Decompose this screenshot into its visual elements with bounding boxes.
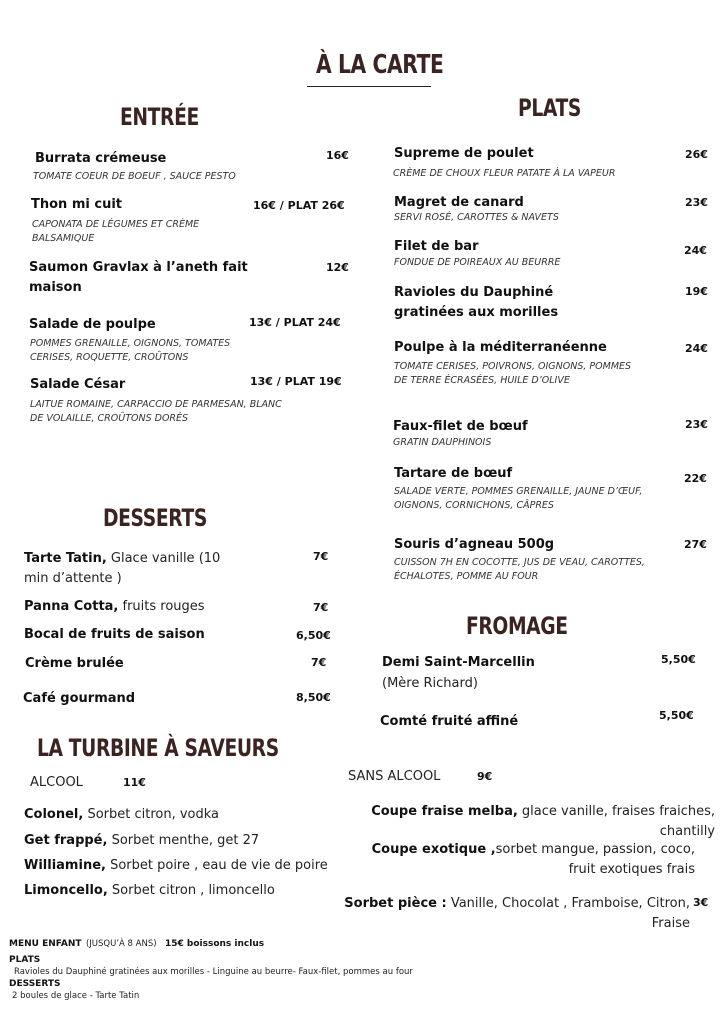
entree-heading: ENTRÉE (120, 103, 199, 131)
alcool-item (24, 858, 328, 873)
alcool-item-extra: Sorbet menthe, get 27 (107, 833, 260, 848)
dessert-item-name: Panna Cotta, (24, 599, 119, 614)
fromage-item-name: Demi Saint-Marcellin (382, 655, 535, 670)
plats-item-desc: TOMATE CERISES, POIVRONS, OIGNONS, POMMES DE TERRE ÉCRASÉES, HUILE D’OLIVE (394, 361, 632, 386)
plats-item-price: 24€ (684, 244, 707, 257)
menu-enfant-desserts-text: 2 boules de glace - Tarte Tatin (12, 991, 140, 1001)
entree-item-desc: POMMES GRENAILLE, OIGNONS, TOMATES CERISES, ROQUETTE, CROÛTONS (30, 338, 231, 363)
entree-item-price: 13€ / PLAT 24€ (249, 316, 341, 329)
plats-item-price: 27€ (684, 538, 707, 551)
entree-item-name: Salade César (30, 377, 126, 392)
plats-heading: PLATS (518, 94, 581, 122)
menu-enfant-price: 15€ boissons inclus (165, 939, 265, 949)
entree-item-price: 13€ / PLAT 19€ (250, 375, 342, 388)
alcool-item-name: Get frappé, (24, 833, 108, 848)
plats-item-price: 22€ (684, 472, 707, 485)
fromage-item-name: Comté fruité affiné (380, 714, 519, 729)
menu-enfant-line (9, 933, 264, 951)
dessert-item-price: 8,50€ (296, 691, 331, 704)
dessert-item-price: 6,50€ (296, 629, 331, 642)
sans-alcool-item-extra: glace vanille, fraises fraiches, chantilly (517, 804, 715, 839)
alcool-item (24, 807, 219, 822)
dessert-item-name: Tarte Tatin, (24, 551, 107, 566)
page-title: À LA CARTE (316, 50, 444, 80)
alcool-item (24, 833, 259, 848)
menu-enfant-plats-text: Ravioles du Dauphiné gratinées aux morilles - Linguine au beurre- Faux-filet, pommes au four (14, 967, 413, 977)
dessert-item-price: 7€ (313, 601, 329, 614)
plats-item-price: 24€ (685, 342, 708, 355)
entree-item-price: 16€ (326, 149, 349, 162)
entree-item-name: Thon mi cuit (31, 197, 122, 212)
sorbet-piece (316, 894, 690, 934)
sans-alcool-label: SANS ALCOOL (348, 769, 441, 784)
alcool-item-name: Williamine, (24, 858, 106, 873)
entree-item-desc: CAPONATA DE LÉGUMES ET CRÈME BALSAMIQUE (32, 219, 200, 244)
sans-alcool-price: 9€ (477, 770, 493, 783)
sorbet-piece-price: 3€ (693, 896, 709, 909)
plats-item-desc: CUISSON 7H EN COCOTTE, JUS DE VEAU, CAROTTES, ÉCHALOTES, POMME AU FOUR (394, 557, 645, 582)
dessert-item-price: 7€ (313, 550, 329, 563)
desserts-heading: DESSERTS (103, 504, 207, 532)
dessert-item-name: Café gourmand (23, 691, 136, 706)
dessert-item-name: Bocal de fruits de saison (24, 627, 205, 642)
plats-item-name: Poulpe à la méditerranéenne (394, 340, 607, 355)
fromage-item-price: 5,50€ (659, 709, 694, 722)
sans-alcool-item-name: Coupe exotique , (371, 842, 496, 857)
sorbet-piece-name: Sorbet pièce : (344, 896, 447, 911)
entree-item-name: Salade de poulpe (29, 317, 156, 332)
alcool-item-name: Limoncello, (24, 883, 108, 898)
entree-item-desc: TOMATE COEUR DE BOEUF , SAUCE PESTO (33, 171, 236, 182)
fromage-item-price: 5,50€ (661, 653, 696, 666)
alcool-item (24, 883, 275, 898)
dessert-item-extra: fruits rouges (118, 599, 205, 614)
alcool-item-extra: Sorbet citron , limoncello (107, 883, 275, 898)
sorbet-piece-extra: Vanille, Chocolat , Framboise, Citron, Fraise (446, 896, 690, 931)
entree-item-desc: LAITUE ROMAINE, CARPACCIO DE PARMESAN, BLANC DE VOLAILLE, CROÛTONS DORÉS (30, 399, 282, 424)
sans-alcool-item-name: Coupe fraise melba, (371, 804, 518, 819)
plats-item-desc: SERVI ROSÉ, CAROTTES & NAVETS (394, 212, 559, 223)
alcool-item-extra: Sorbet poire , eau de vie de poire (105, 858, 328, 873)
plats-item-desc: CRÈME DE CHOUX FLEUR PATATE À LA VAPEUR (393, 168, 616, 179)
entree-item-name: Burrata crémeuse (35, 151, 167, 166)
plats-item-desc: FONDUE DE POIREAUX AU BEURRE (394, 257, 561, 268)
dessert-item-extra: Glace vanille (10 min d’attente ) (24, 551, 221, 586)
turbine-heading: LA TURBINE À SAVEURS (37, 734, 279, 762)
alcool-item-name: Colonel, (24, 807, 84, 822)
plats-item-name: Filet de bar (394, 239, 479, 254)
plats-item-price: 19€ (685, 285, 708, 298)
sans-alcool-item-extra: sorbet mangue, passion, coco, fruit exotiques frais (495, 842, 695, 877)
plats-item-name: Magret de canard (394, 195, 524, 210)
menu-enfant-age: (JUSQU’À 8 ANS) (85, 939, 157, 949)
dessert-item-name: Crème brulée (25, 656, 124, 671)
fromage-item-extra: (Mère Richard) (382, 676, 478, 691)
plats-item-name: Tartare de bœuf (394, 466, 513, 481)
plats-item-price: 26€ (685, 148, 708, 161)
alcool-price: 11€ (123, 776, 146, 789)
plats-item-name: Ravioles du Dauphiné gratinées aux morilles (394, 285, 559, 320)
dessert-item (24, 549, 224, 589)
plats-item-price: 23€ (685, 196, 708, 209)
plats-item-name: Souris d’agneau 500g (394, 537, 555, 552)
alcool-item-extra: Sorbet citron, vodka (83, 807, 220, 822)
plats-item-name: Supreme de poulet (394, 146, 534, 161)
fromage-heading: FROMAGE (466, 612, 568, 640)
entree-item-price: 16€ / PLAT 26€ (253, 199, 345, 212)
dessert-item (24, 599, 205, 614)
menu-enfant-plats-label: PLATS (9, 955, 41, 965)
plats-item-name: Faux-filet de bœuf (393, 419, 528, 434)
plats-item-price: 23€ (685, 418, 708, 431)
entree-item-name: Saumon Gravlax à l’aneth fait maison (29, 260, 248, 295)
sans-alcool-item (347, 840, 695, 880)
alcool-label: ALCOOL (30, 775, 83, 790)
sans-alcool-item (347, 802, 715, 842)
title-underline (307, 86, 431, 87)
dessert-item-price: 7€ (311, 656, 327, 669)
menu-enfant-label: MENU ENFANT (9, 939, 82, 949)
plats-item-desc: SALADE VERTE, POMMES GRENAILLE, JAUNE D’ŒUF, OIGNONS, CORNICHONS, CÂPRES (394, 486, 643, 511)
entree-item-price: 12€ (326, 261, 349, 274)
plats-item-desc: GRATIN DAUPHINOIS (393, 437, 492, 448)
menu-enfant-desserts-label: DESSERTS (9, 979, 61, 989)
